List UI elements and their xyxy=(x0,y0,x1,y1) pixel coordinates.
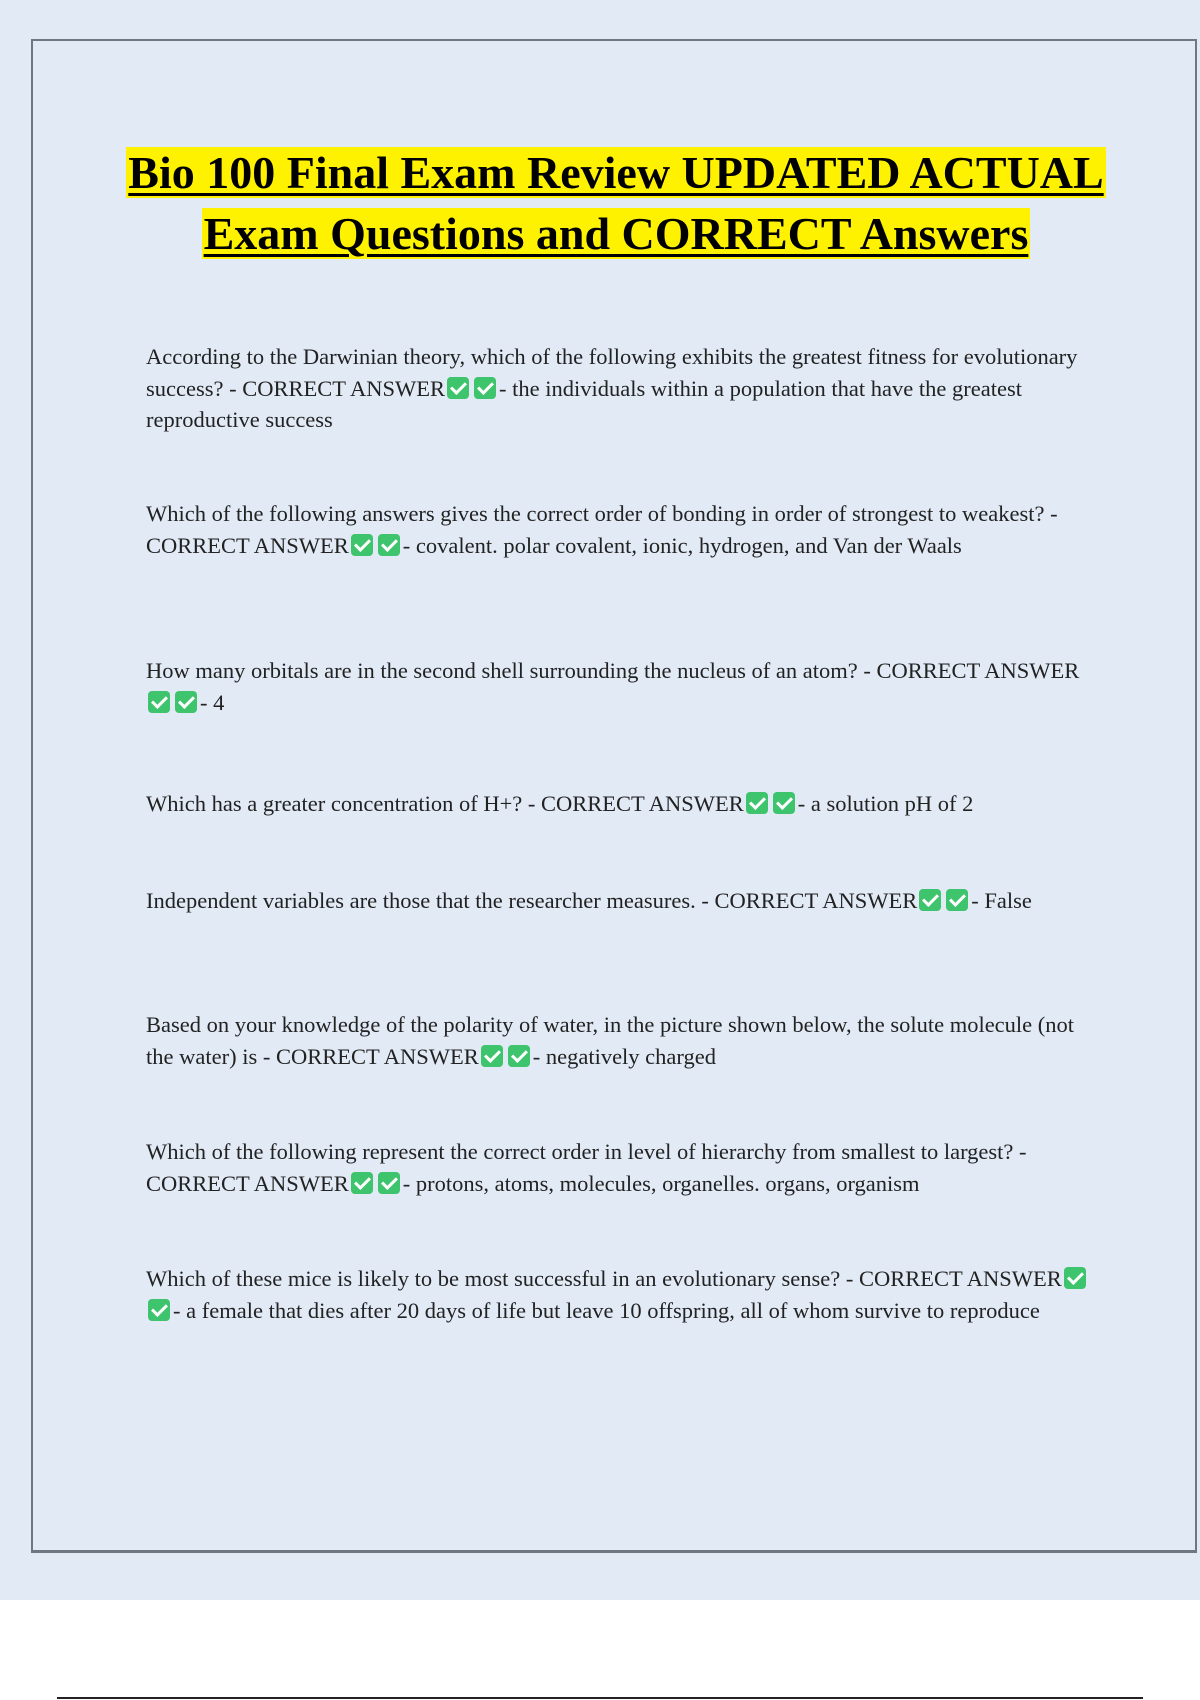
check-mark-icon xyxy=(378,1172,400,1194)
check-mark-icon xyxy=(919,889,941,911)
answer-marker: CORRECT ANSWER xyxy=(858,1266,1062,1291)
answer-text: protons, atoms, molecules, organelles. organs, organism xyxy=(415,1170,920,1196)
check-mark-icon xyxy=(175,691,197,713)
check-mark-icon xyxy=(351,534,373,556)
document-title xyxy=(96,142,1136,264)
question-text: Which of these mice is likely to be most successful in an evolutionary sense? xyxy=(146,1266,841,1291)
answer-text: negatively charged xyxy=(545,1043,716,1069)
qa-item-7: Which of the following represent the correct order in level of hierarchy from smallest to largest? - CORRECT ANSWER - protons, atoms, molecules, organelles. organs, organism xyxy=(146,1139,1027,1196)
question-text: Which of the following represent the correct order in level of hierarchy from smallest to largest? xyxy=(146,1139,1014,1164)
footer-divider xyxy=(57,1697,1143,1699)
question-text: According to the Darwinian theory, which of the following exhibits the greatest fitness for evolutionary success? xyxy=(146,344,1078,401)
answer-marker: CORRECT ANSWER xyxy=(876,658,1080,683)
qa-item-2: Which of the following answers gives the correct order of bonding in order of strongest to weakest? - CORRECT ANSWER - covalent. polar covalent, ionic, hydrogen, and Van der Waals xyxy=(146,501,1058,558)
question-text: Independent variables are those that the researcher measures. xyxy=(146,888,696,913)
qa-item-4: Which has a greater concentration of H+? - CORRECT ANSWER - a solution pH of 2 xyxy=(146,791,974,816)
answer-text: covalent. polar covalent, ionic, hydrogen, and Van der Waals xyxy=(415,532,962,558)
qa-item-6: Based on your knowledge of the polarity of water, in the picture shown below, the solute molecule (not the water) is - CORRECT ANSWER - negatively charged xyxy=(146,1012,1075,1069)
check-mark-icon xyxy=(946,889,968,911)
check-mark-icon xyxy=(351,1172,373,1194)
check-mark-icon xyxy=(474,377,496,399)
answer-marker: CORRECT ANSWER xyxy=(146,532,349,558)
qa-item-8: Which of these mice is likely to be most successful in an evolutionary sense? - CORRECT ANSWER- a female that dies after 20 days of life but leave 10 offspring, all of whom survive to reproduce xyxy=(146,1263,1096,1326)
question-text: Which has a greater concentration of H+? xyxy=(146,791,523,816)
answer-marker: CORRECT ANSWER xyxy=(242,375,445,401)
qa-item-5: Independent variables are those that the researcher measures. - CORRECT ANSWER - False xyxy=(146,888,1032,913)
title-highlight: Bio 100 Final Exam Review UPDATED ACTUAL Exam Questions and CORRECT Answers xyxy=(128,147,1104,259)
answer-text: 4 xyxy=(213,689,225,715)
answer-marker: CORRECT ANSWER xyxy=(541,791,744,816)
answer-text: False xyxy=(984,888,1032,913)
qa-item-1: According to the Darwinian theory, which of the following exhibits the greatest fitness for evolutionary success? - CORRECT ANSWER - the individuals within a population that have the greatest reproductive success xyxy=(146,344,1078,432)
check-mark-icon xyxy=(481,1045,503,1067)
answer-text: a solution pH of 2 xyxy=(810,791,974,816)
check-mark-icon xyxy=(746,792,768,814)
question-text: How many orbitals are in the second shell surrounding the nucleus of an atom? xyxy=(146,658,858,683)
check-mark-icon xyxy=(378,534,400,556)
question-text: Which of the following answers gives the correct order of bonding in order of strongest to weakest? xyxy=(146,501,1045,526)
answer-text: the individuals within a population that have the greatest reproductive success xyxy=(146,375,1022,432)
answer-marker: CORRECT ANSWER xyxy=(275,1043,479,1069)
answer-marker: CORRECT ANSWER xyxy=(146,1170,349,1196)
check-mark-icon xyxy=(508,1045,530,1067)
check-mark-icon xyxy=(148,1299,170,1321)
answer-marker: CORRECT ANSWER xyxy=(714,888,918,913)
qa-item-3: How many orbitals are in the second shell surrounding the nucleus of an atom? - CORRECT ANSWER- 4 xyxy=(146,658,1080,715)
answer-text: a female that dies after 20 days of life but leave 10 offspring, all of whom survive to reproduce xyxy=(186,1297,1040,1323)
check-mark-icon xyxy=(447,377,469,399)
check-mark-icon xyxy=(773,792,795,814)
question-text: Based on your knowledge of the polarity of water, in the picture shown below, the solute molecule (not the water) is xyxy=(146,1012,1075,1069)
check-mark-icon xyxy=(1064,1267,1086,1289)
check-mark-icon xyxy=(148,691,170,713)
